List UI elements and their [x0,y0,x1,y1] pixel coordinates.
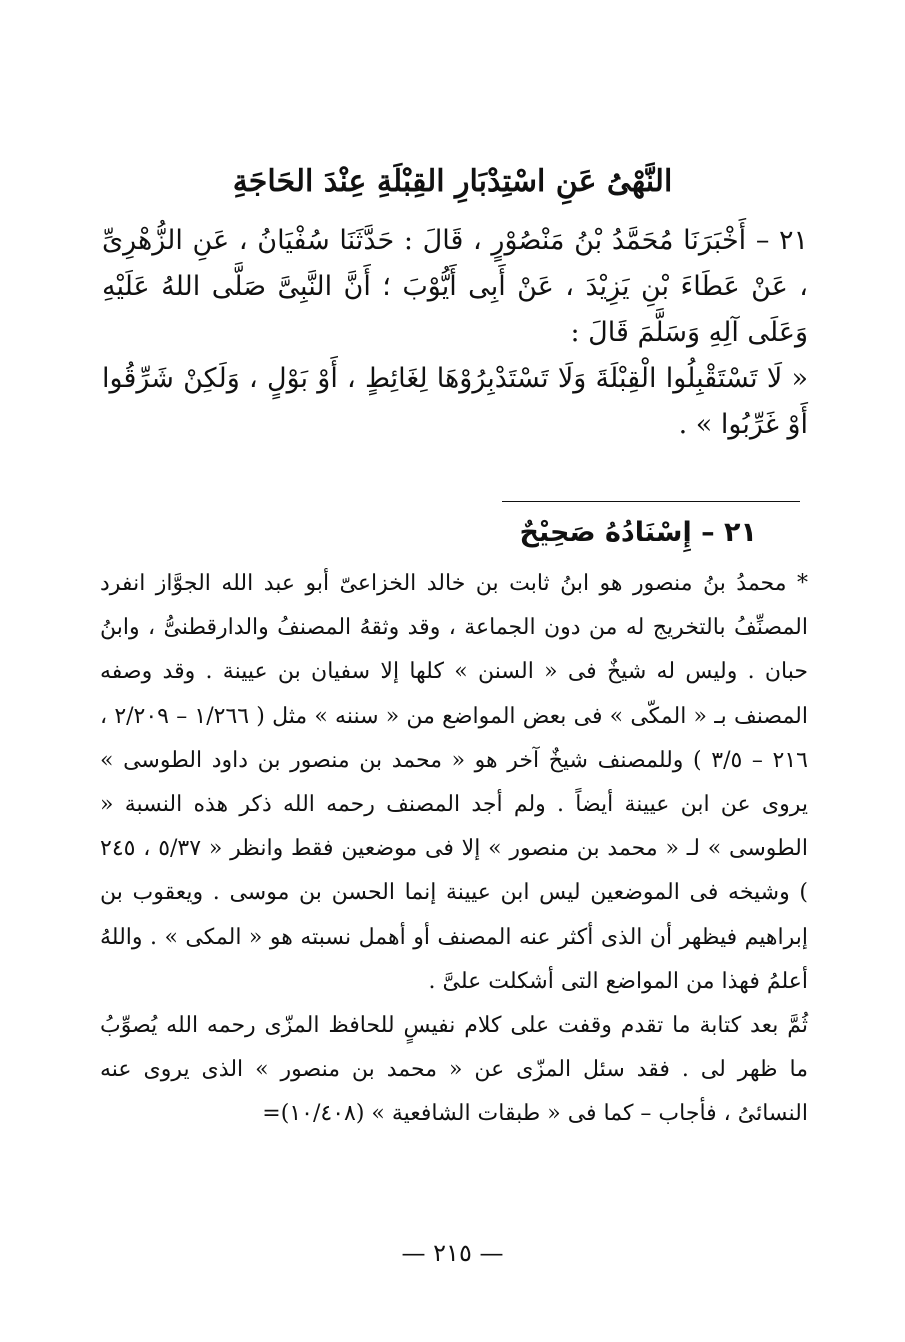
footnote-body [100,562,808,1137]
hadith-matn: « لَا تَسْتَقْبِلُوا الْقِبْلَةَ وَلَا تَسْتَدْبِرُوْهَا لِغَائِطٍ ، أَوْ بَوْلٍ ، وَلَكِنْ شَرِّقُوا أَوْ غَرِّبُوا » . [102,363,808,440]
chapter-title: النَّهْىُ عَنِ اسْتِدْبَارِ القِبْلَةِ عِنْدَ الحَاجَةِ [232,164,673,200]
footnote-paragraph-1: * محمدُ بنُ منصور هو ابنُ ثابت بن خالد الخزاعىّ أبو عبد الله الجوَّاز انفرد المصنِّفُ بالتخريج له من دون الجماعة ، وقد وثقهُ المصنفُ والدارقطنىُّ ، وابنُ حبان . وليس له شيخٌ فى « السنن » كلها إلا سفيان بن عيينة . وقد وصفه المصنف بـ « المكّى » فى بعض المواضع من « سننه » مثل ( ١/٢٦٦ – ٢/٢٠٩ ، ٢١٦ – ٣/٥ ) وللمصنف شيخٌ آخر هو « محمد بن منصور بن داود الطوسى » يروى عن ابن عيينة أيضاً . ولم أجد المصنف رحمه الله ذكر هذه النسبة « الطوسى » لـ « محمد بن منصور » إلا فى موضعين فقط وانظر « ٥/٣٧ ، ٢٤٥ ) وشيخه فى الموضعين ليس ابن عيينة إنما الحسن بن موسى . ويعقوب بن إبراهيم فيظهر أن الذى أكثر عنه المصنف أو أهمل نسبته هو « المكى » . واللهُ أعلمُ فهذا من المواضع التى أشكلت علىَّ . [100,571,808,994]
hadith-isnad: ٢١ – أَخْبَرَنَا مُحَمَّدُ بْنُ مَنْصُوْرٍ ، قَالَ : حَدَّثَنَا سُفْيَانُ ، عَنِ الزُّهْرِىِّ ، عَنْ عَطَاءَ بْنِ يَزِيْدَ ، عَنْ أَبِى أَيُّوْبَ ؛ أَنَّ النَّبِىَّ صَلَّى اللهُ عَلَيْهِ وَعَلَى آلِهِ وَسَلَّمَ قَالَ : [102,225,808,348]
page-number: — ٢١٥ — [401,1239,504,1267]
hadith-text [102,218,808,448]
footnote-divider [502,501,800,502]
footnote-paragraph-2: ثُمَّ بعد كتابة ما تقدم وقفت على كلام نفيسٍ للحافظ المزّى رحمه الله يُصوِّبُ ما ظهر لى . فقد سئل المزّى عن « محمد بن منصور » الذى يروى عنه النسائىُ ، فأجاب – كما فى « طبقات الشافعية » (١٠/٤٠٨)= [100,1013,808,1127]
footnote-heading: ٢١ – إِسْنَادُهُ صَحِيْحٌ [519,517,757,548]
